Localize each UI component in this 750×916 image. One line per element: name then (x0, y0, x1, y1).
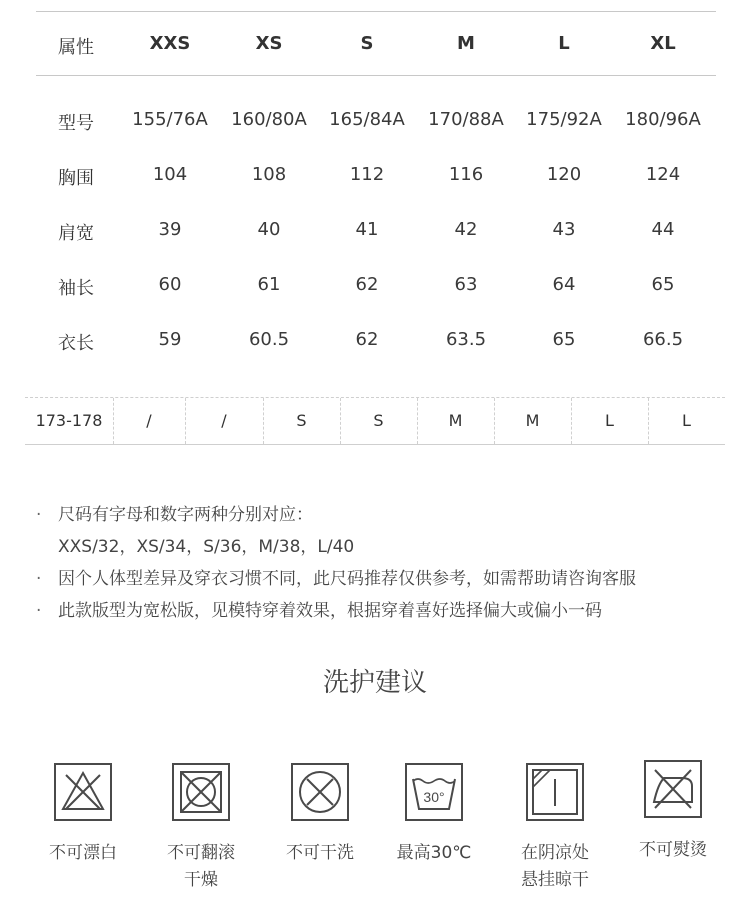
header-label: 属性 (58, 37, 94, 58)
care-label: 不可漂白 (49, 843, 117, 863)
note-item (36, 564, 636, 589)
table-cell: 180/96A (625, 109, 701, 130)
table-cell: 108 (251, 164, 287, 185)
table-cell: 42 (454, 219, 478, 240)
table-cell: 63 (454, 274, 478, 295)
size-header-l: L (558, 33, 570, 54)
table-cell: 155/76A (132, 109, 208, 130)
care-label-line2: 干燥 (184, 870, 218, 890)
height-range-label: 173-178 (35, 411, 103, 430)
care-label (152, 840, 250, 894)
table-cell: 62 (355, 329, 379, 350)
note-item (36, 532, 354, 557)
table-cell: 59 (158, 329, 182, 350)
wash-30-icon (405, 763, 463, 821)
table-cell: 60 (158, 274, 182, 295)
table-cell: 43 (552, 219, 576, 240)
size-header-xs: XS (255, 33, 283, 54)
size-header-xxs: XXS (149, 33, 191, 54)
reference-cell: L (682, 411, 691, 430)
note-text: 此款版型为宽松版，见模特穿着效果，根据穿着喜好选择偏大或偏小一码 (58, 601, 602, 621)
table-cell: 175/92A (526, 109, 602, 130)
table-cell: 44 (651, 219, 675, 240)
care-label-line2: 悬挂晾干 (521, 870, 589, 890)
reference-cell: / (221, 411, 227, 430)
table-cell: 65 (552, 329, 576, 350)
no-tumble-dry-icon (172, 763, 230, 821)
table-cell: 64 (552, 274, 576, 295)
size-header-xl: XL (650, 33, 676, 54)
table-cell: 112 (349, 164, 385, 185)
note-bullet: · (36, 505, 42, 525)
row-label: 型号 (58, 113, 94, 134)
note-bullet: · (36, 569, 42, 589)
note-text: 因个人体型差异及穿衣习惯不同，此尺码推荐仅供参考，如需帮助请咨询客服 (58, 569, 636, 589)
reference-cell: M (448, 411, 463, 430)
size-header-m: M (457, 33, 475, 54)
wash-temperature-text: 30° (423, 789, 445, 805)
reference-cell: L (605, 411, 614, 430)
table-cell: 60.5 (248, 329, 290, 350)
care-label: 不可熨烫 (639, 840, 707, 860)
row-label: 衣长 (58, 333, 94, 354)
reference-cell: / (146, 411, 152, 430)
header-divider (36, 75, 716, 76)
care-label (506, 840, 604, 894)
reference-bottom-divider (25, 444, 725, 445)
reference-cell: S (373, 411, 384, 430)
line-dry-shade-icon (526, 763, 584, 821)
reference-cell: M (525, 411, 540, 430)
no-bleach-icon (54, 763, 112, 821)
size-header-s: S (360, 33, 374, 54)
care-label: 不可干洗 (286, 843, 354, 863)
row-label: 肩宽 (58, 223, 94, 244)
table-cell: 124 (645, 164, 681, 185)
table-top-divider (36, 11, 716, 12)
care-label-line1: 不可翻滚 (167, 843, 235, 863)
care-label: 最高30℃ (396, 843, 472, 863)
table-cell: 62 (355, 274, 379, 295)
table-cell: 41 (355, 219, 379, 240)
row-label: 胸围 (58, 168, 94, 189)
table-cell: 66.5 (642, 329, 684, 350)
table-cell: 160/80A (231, 109, 307, 130)
table-cell: 104 (152, 164, 188, 185)
note-bullet: · (36, 601, 42, 621)
no-dry-clean-icon (291, 763, 349, 821)
note-item (36, 500, 313, 525)
no-iron-icon (644, 760, 702, 818)
table-cell: 40 (257, 219, 281, 240)
note-text: XXS/32，XS/34，S/36，M/38，L/40 (58, 537, 355, 557)
table-cell: 39 (158, 219, 182, 240)
reference-cell: S (296, 411, 307, 430)
care-label-line1: 在阴凉处 (521, 843, 589, 863)
care-title: 洗护建议 (322, 668, 427, 698)
row-label: 袖长 (58, 278, 94, 299)
table-cell: 165/84A (329, 109, 405, 130)
note-text: 尺码有字母和数字两种分别对应： (58, 505, 313, 525)
table-cell: 61 (257, 274, 281, 295)
table-cell: 65 (651, 274, 675, 295)
table-cell: 120 (546, 164, 582, 185)
table-cell: 170/88A (428, 109, 504, 130)
note-item (36, 596, 602, 621)
table-cell: 116 (448, 164, 484, 185)
table-cell: 63.5 (445, 329, 487, 350)
